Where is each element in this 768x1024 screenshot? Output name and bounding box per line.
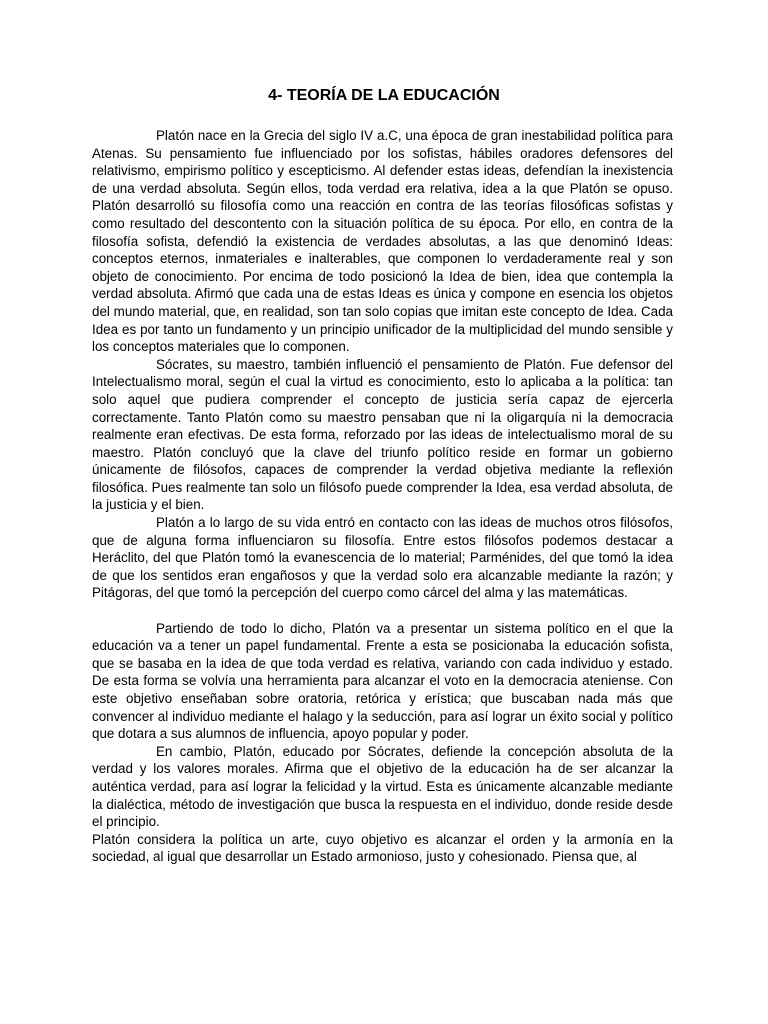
paragraph-socrates-influence: Sócrates, su maestro, también influenció el pensamiento de Platón. Fue defensor del Intelectualismo moral, según el cual la virtud es conocimiento, esto lo aplicaba a la política: tan solo aquel que pudiera comprender el concepto de justicia sería capaz de ejercerla correctamente. Tanto Platón como su maestro pensaban que ni la oligarquía ni la democracia realmente eran efectivas. De esta forma, reforzado por las ideas de intelectualismo moral de su maestro. Platón concluyó que la clave del triunfo político reside en formar un gobierno únicamente de filósofos, capaces de comprender la verdad objetiva mediante la reflexión filosófica. Pues realmente tan solo un filósofo puede comprender la Idea, esa verdad absoluta, de la justicia y el bien.	[92, 356, 673, 513]
page-title: 4- TEORÍA DE LA EDUCACIÓN	[268, 87, 500, 104]
paragraph-platonic-education: En cambio, Platón, educado por Sócrates, defiende la concepción absoluta de la verdad y los valores morales. Afirma que el objetivo de la educación ha de ser alcanzar la auténtica verdad, para así lograr la felicidad y la virtud. Esta es únicamente alcanzable mediante la dialéctica, método de investigación que busca la respuesta en el individuo, donde reside desde el principio.	[92, 743, 673, 830]
paragraph-other-philosophers: Platón a lo largo de su vida entró en contacto con las ideas de muchos otros filósofos, que de alguna forma influenciaron su filosofía. Entre estos filósofos podemos destacar a Heráclito, del que Platón tomó la evanescencia de lo material; Parménides, del que tomó la idea de que los sentidos eran engañosos y que la verdad solo era alcanzable mediante la razón; y Pitágoras, del que tomó la percepción del cuerpo como cárcel del alma y las matemáticas.	[92, 515, 673, 601]
paragraph-spacer	[92, 602, 673, 620]
document-body	[92, 127, 673, 866]
paragraph-politics-art: Platón considera la política un arte, cuyo objetivo es alcanzar el orden y la armonía en la sociedad, al igual que desarrollar un Estado armonioso, justo y cohesionado. Piensa que, al	[92, 831, 673, 865]
paragraph-sophist-education: Partiendo de todo lo dicho, Platón va a presentar un sistema político en el que la educación va a tener un papel fundamental. Frente a esta se posicionaba la educación sofista, que se basaba en la idea de que toda verdad es relativa, variando con cada individuo y estado. De esta forma se volvía una herramienta para alcanzar el voto en la democracia ateniense. Con este objetivo enseñaban sobre oratoria, retórica y erística; que buscaban nada más que convencer al individuo mediante el halago y la seducción, para así lograr un éxito social y político que dotara a sus alumnos de influencia, apoyo popular y poder.	[92, 620, 673, 742]
paragraph-platon-origins: Platón nace en la Grecia del siglo IV a.C, una época de gran inestabilidad política para Atenas. Su pensamiento fue influenciado por los sofistas, hábiles oradores defensores del relativismo, empirismo político y escepticismo. Al defender estas ideas, defendían la inexistencia de una verdad absoluta. Según ellos, toda verdad era relativa, idea a la que Platón se opuso. Platón desarrolló su filosofía como una reacción en contra de las teorías filosóficas sofistas y como resultado del descontento con la situación política de su época. Por ello, en contra de la filosofía sofista, defendió la existencia de verdades absolutas, a las que denominó Ideas: conceptos eternos, inmateriales e inalterables, que componen lo verdaderamente real y son objeto de conocimiento. Por encima de todo posicionó la Idea de bien, idea que contempla la verdad absoluta. Afirmó que cada una de estas Ideas es única y compone en esencia los objetos del mundo material, que, en realidad, son tan solo copias que imitan este concepto de Idea. Cada Idea es por tanto un fundamento y un principio unificador de la multiplicidad del mundo sensible y los conceptos materiales que lo componen.	[92, 128, 673, 355]
